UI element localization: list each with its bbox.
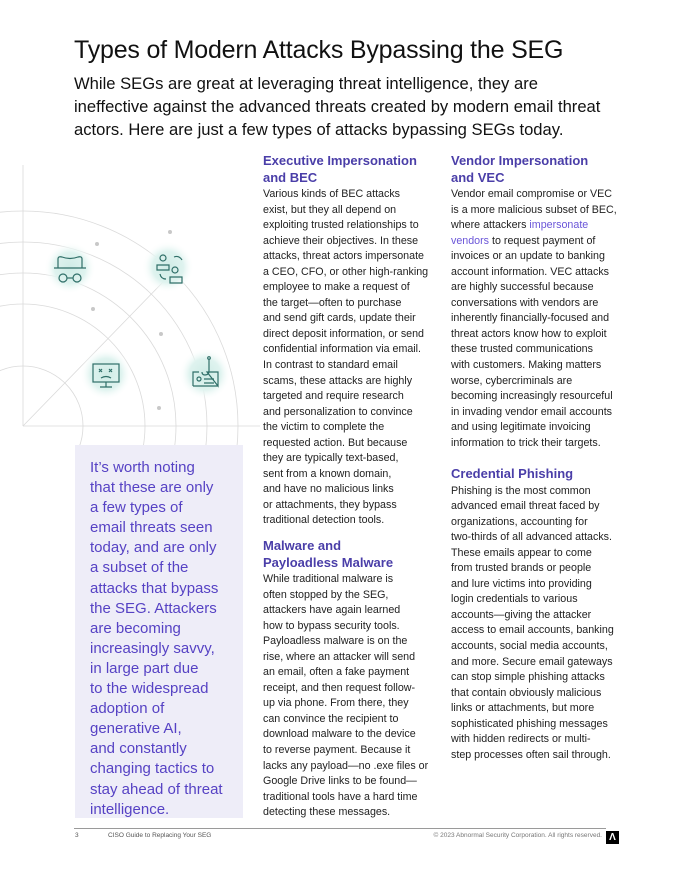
section-heading: Malware and Payloadless Malware <box>263 538 394 570</box>
section-body: Various kinds of BEC attacks exist, but they all depend on exploiting trusted relationships to achieve their objectives. In these attacks, threat actors impersonate a CEO, CFO, or other high-ranking employee to make a request of the target—often to purchase and send gift cards, update their direct deposit information, or send confidential information via email. In contrast to standard email scams, these attacks are highly targeted and require research and personalization to convince the victim to complete the requested action. But because they are typically text-based, sent from a known domain, and have no malicious links or attachments, they bypass traditional detection tools. <box>263 188 429 527</box>
section-heading: Executive Impersonation and BEC <box>263 153 417 185</box>
incognito-icon <box>44 242 96 294</box>
body-text: to request payment of invoices or an update to banking account information. VEC attacks are highly successful because conversations with vendors are inherently financially-focused and threat actors know how to exploit these trusted communications with customers. Making matters worse, cybercriminals are becoming increasingly resourceful in invading vendor email accounts and using legitimate invoicing information to trick their targets. <box>451 234 613 449</box>
section-vendor-impersonation <box>451 153 636 451</box>
section-heading: Credential Phishing <box>451 466 574 481</box>
copyright: © 2023 Abnormal Security Corporation. All rights reserved. <box>433 832 602 839</box>
section-executive-impersonation <box>263 153 448 529</box>
footer-divider <box>74 828 606 829</box>
attack-illustration <box>0 150 260 450</box>
section-heading: Vendor Impersonation and VEC <box>451 153 589 185</box>
section-body: While traditional malware is often stopped by the SEG, attackers have again learned how to bypass security tools. Payloadless malware is on the rise, where an attacker will send an email, often a fake payment receipt, and then request follow- up via phone. From there, they can convince the recipient to download malware to the device to reverse payment. Because it lacks any payload—no .exe files or Google Drive links to be found— traditional tools have a hard time detecting these messages. <box>263 573 429 819</box>
intro-paragraph: While SEGs are great at leveraging threat intelligence, they are ineffective against the advanced threats created by modern email threat actors. Here are just a few types of attacks bypassing SEGs today. <box>74 74 601 139</box>
section-body <box>451 187 636 451</box>
document-title: CISO Guide to Replacing Your SEG <box>108 832 212 839</box>
impersonate-vendors-link[interactable]: impersonate vendors <box>451 219 589 247</box>
page-title: Types of Modern Attacks Bypassing the SEG <box>74 36 564 64</box>
broken-monitor-icon <box>80 348 132 400</box>
body-text: Vendor email compromise or VEC is a more malicious subset of BEC, where attackers <box>451 188 617 232</box>
callout-box <box>75 445 243 818</box>
abnormal-logo: Λ <box>606 831 619 844</box>
section-body: Phishing is the most common advanced email threat faced by organizations, accounting for two-thirds of all advanced attacks. These emails appear to come from trusted brands or people and lure victims into providing login credentials to various accounts—giving the attacker access to email accounts, banking accounts, social media accounts, and more. Secure email gateways can stop simple phishing attacks that contain obviously malicious links or attachments, but more sophisticated phishing messages with hidden redirects or multi- step processes often sail through. <box>451 484 614 761</box>
section-credential-phishing <box>451 466 636 763</box>
phishing-card-icon <box>179 348 231 400</box>
section-malware <box>263 538 448 821</box>
page-number: 3 <box>75 832 79 839</box>
callout-text: It’s worth noting that these are only a few types of email threats seen today, and are only a subset of the attacks that bypass the SEG. Attackers are becoming increasingly savvy, in large part due to the widespread adoption of generative AI, and constantly changing tactics to stay ahead of threat intelligence. <box>90 459 223 818</box>
user-swap-icon <box>142 241 194 293</box>
